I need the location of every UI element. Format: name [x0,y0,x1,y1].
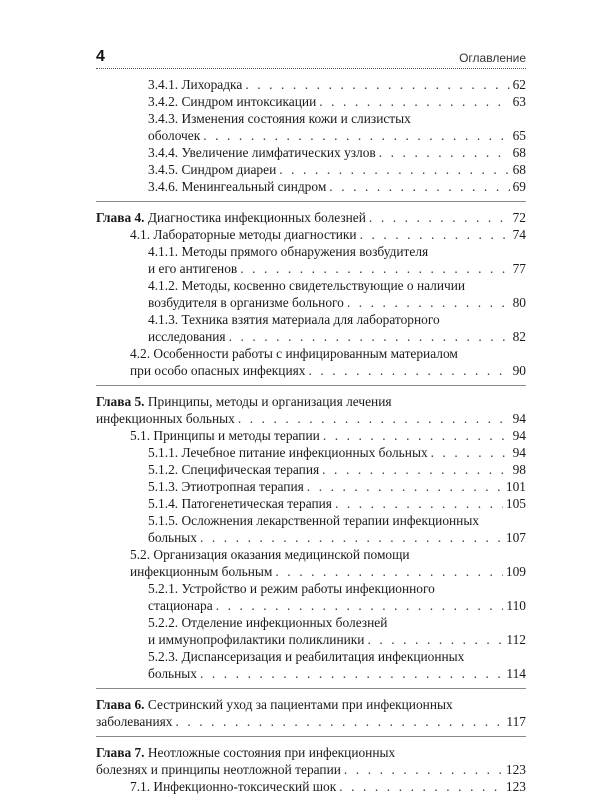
toc-entry-title: 3.4.4. Увеличение лимфатических узлов [148,145,376,160]
toc-entry-line [148,597,526,614]
dot-leader [200,665,503,682]
toc-entry-title: 3.4.6. Менингеальный синдром [148,179,327,194]
toc-page-number: 82 [512,329,526,344]
toc-page-number: 107 [505,530,526,545]
dot-leader [238,410,510,427]
toc-entry-line [130,427,526,444]
toc-entry-title: 5.1.1. Лечебное питание инфекционных больных [148,445,428,460]
chapter-label: Глава 4. [96,210,148,225]
toc-page-number: 68 [512,145,526,160]
toc-entry-title: больных [148,530,197,545]
toc-entry-title: Принципы, методы и организация лечения [147,394,392,409]
toc-entry-line [130,226,526,243]
running-title: Оглавление [459,51,526,65]
dot-leader [216,597,504,614]
dot-leader [431,444,510,461]
chapter-label: Глава 7. [96,745,148,760]
dot-leader [275,563,503,580]
toc-entry[interactable] [96,580,526,614]
toc-entry-title: 3.4.2. Синдром интоксикации [148,94,317,109]
toc-entry-line [148,110,526,127]
toc-entry-line [96,713,526,730]
dot-leader [307,478,503,495]
toc-page-number: 90 [512,363,526,378]
toc-page-number: 62 [512,77,526,92]
dot-leader [339,778,503,795]
dot-leader [329,178,509,195]
toc-entry[interactable] [96,546,526,580]
chapter-separator-rule [96,736,526,737]
toc-entry-line [148,648,526,665]
toc-page-number: 114 [506,666,526,681]
toc-entry[interactable] [96,495,526,512]
toc-page-number: 112 [506,632,526,647]
toc-entry-title: и иммунопрофилактики поликлиники [148,632,365,647]
toc-entry-title: и его антигенов [148,261,238,276]
toc-entry-title: 4.1. Лабораторные методы диагностики [130,227,357,242]
toc-entry-line [148,665,526,682]
toc-entry-line [96,393,526,410]
dot-leader [347,294,510,311]
toc-page-number: 74 [512,227,526,242]
dot-leader [240,260,509,277]
header-dotted-rule [96,68,526,69]
dot-leader [200,529,503,546]
toc-entry[interactable] [96,161,526,178]
toc-entry-title: 3.4.5. Синдром диареи [148,162,277,177]
toc-entry-title: 5.1.2. Специфическая терапия [148,462,320,477]
toc-entry-line [148,478,526,495]
toc-entry-line [148,512,526,529]
toc-page-number: 94 [512,445,526,460]
toc-entry[interactable] [96,778,526,795]
toc-page-number: 69 [512,179,526,194]
toc-entry[interactable] [96,277,526,311]
toc-entry-title: 4.1.3. Техника взятия материала для лабораторного [148,312,440,327]
toc-entry-line [148,580,526,597]
toc-entry-title: 5.1.3. Этиотропная терапия [148,479,304,494]
toc-entry-line [96,209,526,226]
toc-entry-title: 3.4.1. Лихорадка [148,77,243,92]
toc-entry-line [96,410,526,427]
toc-entry-title: 5.2. Организация оказания медицинской помощи [130,547,410,562]
dot-leader [322,461,509,478]
toc-entry-title: больных [148,666,197,681]
toc-entry-title: при особо опасных инфекциях [130,363,306,378]
dot-leader [369,209,510,226]
chapter-separator-rule [96,201,526,202]
toc-chapter-entry[interactable] [96,209,526,226]
toc-entry-title: 5.1.5. Осложнения лекарственной терапии инфекционных [148,513,480,528]
toc-entry-line [148,277,526,294]
toc-entry-line [96,696,526,713]
toc-entry[interactable] [96,226,526,243]
table-of-contents [96,76,526,795]
dot-leader [279,161,509,178]
toc-entry[interactable] [96,311,526,345]
toc-entry-title: исследования [148,329,226,344]
toc-page-number: 94 [512,411,526,426]
toc-page-number: 101 [505,479,526,494]
dot-leader [360,226,510,243]
dot-leader [229,328,510,345]
toc-entry-line [96,761,526,778]
toc-entry-title: 5.2.3. Диспансеризация и реабилитация инфекционных [148,649,465,664]
toc-entry[interactable] [96,144,526,161]
dot-leader [335,495,503,512]
toc-page-number: 80 [512,295,526,310]
toc-entry[interactable] [96,648,526,682]
toc-page-number: 117 [506,714,526,729]
toc-chapter-entry[interactable] [96,744,526,778]
toc-page-number: 109 [505,564,526,579]
toc-entry[interactable] [96,178,526,195]
toc-entry-title: инфекционным больным [130,564,273,579]
dot-leader [319,93,509,110]
toc-entry-line [130,362,526,379]
toc-entry-title: Диагностика инфекционных болезней [147,210,366,225]
toc-entry[interactable] [96,243,526,277]
toc-entry-line [148,127,526,144]
toc-chapter-entry[interactable] [96,696,526,730]
toc-entry[interactable] [96,444,526,461]
toc-entry-line [130,345,526,362]
toc-page-number: 63 [512,94,526,109]
dot-leader [379,144,510,161]
toc-entry-line [148,614,526,631]
toc-entry-title: 4.2. Особенности работы с инфицированным материалом [130,346,458,361]
toc-entry-line [148,444,526,461]
toc-page-number: 123 [505,762,526,777]
toc-chapter-entry[interactable] [96,393,526,427]
toc-entry[interactable] [96,345,526,379]
dot-leader [175,713,503,730]
toc-page-number: 110 [506,598,526,613]
page-header [96,46,526,68]
toc-entry-title: 7.1. Инфекционно-токсический шок [130,779,337,794]
toc-page-number: 65 [512,128,526,143]
toc-entry-line [148,495,526,512]
dot-leader [245,76,509,93]
toc-entry-line [130,778,526,795]
toc-page-number: 68 [512,162,526,177]
toc-entry-title: стационара [148,598,213,613]
toc-entry-title: заболеваниях [96,714,173,729]
toc-entry[interactable] [96,512,526,546]
dot-leader [323,427,510,444]
toc-entry-title: болезнях и принципы неотложной терапии [96,762,341,777]
dot-leader [203,127,509,144]
toc-entry[interactable] [96,76,526,93]
toc-entry-title: 3.4.3. Изменения состояния кожи и слизистых [148,111,411,126]
toc-entry-line [130,563,526,580]
toc-entry-title: оболочек [148,128,201,143]
toc-entry-line [148,529,526,546]
toc-entry-title: инфекционных больных [96,411,235,426]
toc-entry-line [148,631,526,648]
toc-entry-line [148,178,526,195]
toc-entry[interactable] [96,93,526,110]
toc-entry-title: 5.1.4. Патогенетическая терапия [148,496,332,511]
toc-entry-line [148,93,526,110]
chapter-label: Глава 6. [96,697,148,712]
toc-entry-title: 5.2.2. Отделение инфекционных болезней [148,615,388,630]
toc-entry-title: возбудителя в организме больного [148,295,344,310]
toc-page-number: 105 [505,496,526,511]
toc-entry-line [148,144,526,161]
toc-entry-line [148,328,526,345]
toc-page-number: 72 [512,210,526,225]
toc-entry-line [148,311,526,328]
toc-entry-line [148,294,526,311]
toc-entry-line [148,461,526,478]
toc-entry-title: 5.2.1. Устройство и режим работы инфекционного [148,581,435,596]
chapter-separator-rule [96,688,526,689]
toc-entry-line [148,76,526,93]
toc-entry[interactable] [96,427,526,444]
dot-leader [344,761,503,778]
toc-entry-title: 4.1.2. Методы, косвенно свидетельствующие о наличии [148,278,466,293]
toc-entry[interactable] [96,110,526,144]
toc-entry-line [148,161,526,178]
toc-entry-title: 5.1. Принципы и методы терапии [130,428,320,443]
toc-page-number: 77 [512,261,526,276]
toc-page-number: 94 [512,428,526,443]
toc-entry-line [130,546,526,563]
toc-entry-line [148,243,526,260]
page-number: 4 [96,48,105,65]
toc-entry-title: Сестринский уход за пациентами при инфекционных [147,697,453,712]
dot-leader [309,362,510,379]
chapter-label: Глава 5. [96,394,148,409]
toc-entry[interactable] [96,478,526,495]
toc-entry-title: 4.1.1. Методы прямого обнаружения возбудителя [148,244,429,259]
toc-entry-title: Неотложные состояния при инфекционных [147,745,396,760]
toc-entry[interactable] [96,614,526,648]
toc-entry[interactable] [96,461,526,478]
toc-entry-line [148,260,526,277]
dot-leader [367,631,503,648]
chapter-separator-rule [96,385,526,386]
toc-page-number: 123 [505,779,526,794]
toc-entry-line [96,744,526,761]
toc-page-number: 98 [512,462,526,477]
